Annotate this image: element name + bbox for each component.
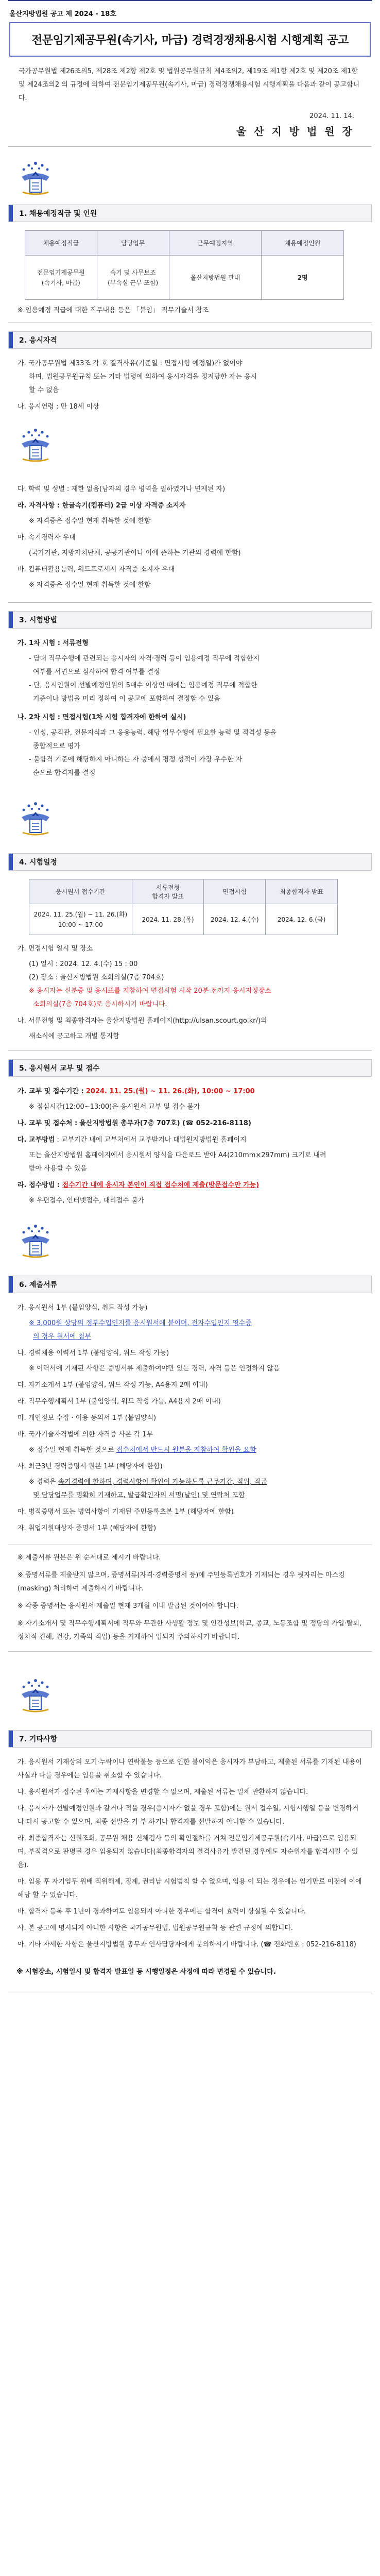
application-item: 라. 접수방법 : 접수기간 내에 응시자 본인이 직접 접수처에 제출(방문접수만 가능) (18, 1181, 260, 1189)
table-cell: 2024. 12. 6.(금) (266, 904, 338, 935)
court-emblem-icon (16, 801, 55, 838)
document-item: 자. 취업지원대상자 증명서 1부 (해당자에 한함) (18, 1524, 157, 1532)
intro-text: 국가공무원법 제26조의5, 제28조 제2항 제2호 및 법원공무원규칙 제4조의2, 제19조 제1항 제2호 및 제20조 제1항 및 제24조의2 의 규정에 의하여 전문임기제공무원(속기사, 마급) 경력경쟁채용시험 시행계획을 다음과 같이 공고합니다. (19, 67, 360, 102)
document-item: 라. 직무수행계획서 1부 (붙임양식, 워드 작성 가능, A4용지 2매 이내) (18, 1398, 221, 1405)
section-divider (8, 1651, 372, 1652)
application-note: ※ 우편접수, 인터넷접수, 대리접수 불가 (29, 1197, 145, 1205)
heading-bar (9, 612, 13, 628)
qualification-item: 할 수 없음 (29, 386, 59, 394)
misc-item: 가. 응시원서 기재상의 오기·누락이나 연락불능 등으로 인한 불이익은 응시자가 부담하고, 제출된 서류를 기재된 내용이 사실과 다를 경우에는 임용을 취소할 수 있습니다. (18, 1758, 362, 1780)
table-cell: 2024. 11. 28.(목) (132, 904, 204, 935)
document-item: 나. 경력채용 이력서 1부 (붙임양식, 워드 작성 가능) (18, 1349, 169, 1357)
qualification-item: 마. 속기경력자 우대 (18, 534, 76, 541)
table-header: 최종합격자 발표 (266, 879, 338, 904)
court-logo-block (0, 1218, 380, 1276)
court-emblem-icon (16, 1223, 55, 1260)
notice-title: 전문임기제공무원(속기사, 마급) 경력경쟁채용시험 시행계획 공고 (9, 22, 371, 57)
document-item: 바. 국가기술자격법에 의한 자격증 사본 각 1부 (18, 1431, 153, 1438)
heading-bar (9, 854, 13, 870)
document-note: ※ 접수일 현재 취득한 것으로 접수처에서 반드시 원본을 지참하여 확인을 요함 (29, 1446, 256, 1454)
misc-item: 다. 응시자가 선발예정인원과 같거나 적을 경우(응시자가 없을 경우 포함)에는 원서 접수일, 시험시행일 등을 변경하거나 다시 공고할 수 있으며, 최종 선발을 거 부 하거나 합격자를 선발하지 아니할 수 있습니다. (18, 1805, 359, 1826)
qualification-item: 나. 응시연령 : 만 18세 이상 (18, 403, 99, 411)
application-item: 나. 교부 및 접수처 : 울산지방법원 총무과(7층 707호) (☎ 052-216-8118) (18, 1120, 251, 1127)
document-footnote: ※ 증명서류를 제출받지 않으며, 증명서류(자격·경력증명서 등)에 주민등록번호가 기재되는 경우 뒷자리는 마스킹(masking) 처리하여 제출하시기 바랍니다. (18, 1571, 345, 1592)
document-note: ※ 이력서에 기재된 사항은 증빙서류 제출하여야만 있는 경력, 자격 등은 인정하지 않음 (29, 1365, 280, 1372)
court-emblem-icon (16, 160, 55, 197)
schedule-item: 새소식에 공고하고 개별 통지함 (29, 1032, 119, 1040)
document-note: 및 담당업무를 명확히 기재하고, 발급확인자의 서명(날인) 및 연락처 포함 (33, 1492, 245, 1499)
misc-item: 마. 임용 후 자기임무 위배 직위해제, 징계, 권리남 시험범칙 할 수 없으며, 임용 이 되는 경우에는 임기만료 이전에 이에 해당 할 수 있습니다. (18, 1878, 362, 1899)
exam-item: 나. 2차 시험 : 면접시험(1차 시험 합격자에 한하여 실시) (18, 714, 186, 721)
qualification-note: ※ 자격증은 접수일 현재 취득한 것에 한함 (29, 581, 151, 589)
exam-item: - 불합격 기준에 해당하지 아니하는 자 중에서 평정 성적이 가장 우수한 자 (29, 756, 243, 764)
application-item: 가. 교부 및 접수기간 : 2024. 11. 25.(월) ~ 11. 26.(화), 10:00 ~ 17:00 (18, 1088, 255, 1095)
header-divider (8, 146, 372, 147)
notice-date: 2024. 11. 14. (309, 112, 354, 120)
exam-item: 기준이나 방법을 미리 정하여 이 공고에 포함하여 결정할 수 있음 (33, 695, 220, 703)
misc-item: 나. 응시원서가 접수된 후에는 기재사항을 변경할 수 없으며, 제출된 서류는 일체 반환하지 않습니다. (18, 1788, 308, 1796)
application-note: ※ 점심시간(12:00~13:00)은 응시원서 교부 및 접수 불가 (29, 1103, 200, 1111)
document-note: ※ 3,000원 상당의 정부수입인지를 응시원서에 붙이며, 전자수입인지 영수증 (29, 1319, 252, 1327)
application-item: 다. 교부방법 : 교부기간 내에 교부처에서 교부받거나 대법원지방법원 홈페이지 (18, 1136, 247, 1144)
court-logo-block (0, 155, 380, 205)
exam-item: 종합적으로 평가 (33, 742, 81, 750)
heading-bar (9, 1276, 13, 1293)
qualification-item: 라. 자격사항 : 한글속기(컴퓨터) 2급 이상 자격증 소지자 (18, 502, 186, 510)
heading-bar (9, 332, 13, 348)
document-footnote: ※ 제출서류 원본은 위 순서대로 제시기 바랍니다. (18, 1554, 161, 1562)
exam-item: - 담대 직무수행에 관련되는 응시자의 자격·경력 등이 임용예정 직무에 적합한지 (29, 655, 260, 663)
qualification-item: (국가기관, 지방자치단체, 공공기관이나 이에 준하는 기관의 경력에 한함) (29, 549, 241, 557)
section-5-heading: 5. 응시원서 교부 및 접수 (8, 1059, 372, 1077)
document-item: 다. 자기소개서 1부 (붙임양식, 워드 작성 가능, A4용지 2매 이내) (18, 1381, 208, 1389)
schedule-item: 나. 서류전형 및 최종합격자는 울산지방법원 홈페이지(http://ulsan.scourt.go.kr/)의 (18, 1017, 267, 1025)
section-6-heading: 6. 제출서류 (8, 1276, 372, 1293)
document-item: 아. 병적증명서 또는 병역사항이 기재된 주민등록초본 1부 (해당자에 한함) (18, 1508, 234, 1516)
table-header: 서류전형 합격자 발표 (132, 879, 204, 904)
table-header: 담당업무 (97, 231, 169, 256)
table-header: 근무예정지역 (169, 231, 262, 256)
application-item: 받아 사용할 수 있음 (29, 1165, 87, 1173)
section-4-heading: 4. 시험일정 (8, 853, 372, 871)
recruitment-table (25, 230, 344, 300)
qualification-item: 가. 국가공무원법 제33조 각 호 결격사유(기준일 : 면접시험 예정일)가 없어야 (18, 360, 243, 367)
section-7-heading: 7. 기타사항 (8, 1730, 372, 1748)
document-footnote: ※ 자기소개서 및 직무수행계획서에 직무와 무관한 사생활 정보 및 인간성보(학교, 종교, 노동조합 및 정당의 가입·탈퇴, 정치적 견해, 건강, 가족의 직업) 등을 기재하여 입되지 주의하시기 바랍니다. (18, 1620, 362, 1641)
court-logo-block (0, 422, 380, 480)
table-cell: 2024. 12. 4.(수) (204, 904, 266, 935)
top-divider (8, 0, 372, 1)
qualification-item: 하며, 법원공무원규칙 또는 기타 법령에 의하여 응시자격을 정지당한 자는 응시 (29, 373, 257, 381)
table-header: 면접시험 (204, 879, 266, 904)
notice-number: 울산지방법원 공고 제 2024 - 18호 (9, 10, 116, 18)
table-cell: 전문임기제공무원 (속기사, 마급) (25, 256, 97, 300)
exam-item: 가. 1차 시험 : 서류전형 (18, 639, 89, 647)
misc-item: 바. 합격자 등록 후 1년이 경과하여도 임용되지 아니한 경우에는 합격이 효력이 상실될 수 있습니다. (18, 1908, 306, 1916)
final-notice: ※ 시험장소, 시험일시 및 합격자 발표일 등 시행일정은 사정에 따라 변경될 수 있습니다. (16, 1968, 276, 1976)
exam-item: - 단, 응시인원이 선발예정인원의 5배수 이상인 때에는 임용예정 직무에 적합한 (29, 682, 257, 689)
document-item: 사. 최근3년 경력증명서 원본 1부 (해당자에 한함) (18, 1463, 163, 1470)
section-3-heading: 3. 시험방법 (8, 611, 372, 629)
heading-bar (9, 1060, 13, 1076)
section-1-note: ※ 임용예정 직급에 대한 직무내용 등은 「붙임」 직무기술서 참조 (18, 307, 209, 314)
misc-item: 아. 기타 자세한 사항은 울산지방법원 총무과 인사담당자에게 문의하시기 바랍니다. (☎ 전화번호 : 052-216-8118) (18, 1941, 356, 1948)
application-item: 또는 울산지방법원 홈페이지에서 응시원서 양식을 다운로드 받아 A4(210mm×297mm) 크기로 내려 (29, 1151, 326, 1159)
document-item: 마. 개인정보 수집 · 이용 동의서 1부 (붙임양식) (18, 1414, 157, 1422)
qualification-item: 다. 학력 및 성별 : 제한 없음(남자의 경우 병역을 필하였거나 면제된 자) (18, 485, 226, 493)
court-emblem-icon (16, 1677, 55, 1715)
qualification-note: ※ 자격증은 접수일 현재 취득한 것에 한함 (29, 517, 151, 525)
table-header: 채용예정직급 (25, 231, 97, 256)
heading-bar (9, 205, 13, 222)
section-2-heading: 2. 응시자격 (8, 331, 372, 349)
schedule-item: (1) 일시 : 2024. 12. 4.(수) 15 : 00 (29, 960, 138, 968)
table-cell: 2024. 11. 25.(월) ~ 11. 26.(화) 10:00 ~ 17:00 (29, 904, 132, 935)
exam-item: 순으로 합격자를 결정 (33, 769, 96, 777)
schedule-item: 가. 면접시험 일시 및 장소 (18, 945, 93, 953)
signer: 울 산 지 방 법 원 장 (236, 125, 354, 138)
court-logo-block (0, 1672, 380, 1730)
document-item: 가. 응시원서 1부 (붙임양식, 취드 작성 가능) (18, 1304, 148, 1312)
misc-item: 라. 최종합격자는 신원조회, 공무원 채용 신체검사 등의 확인절차를 거쳐 전문임기제공무원(속기사, 마급)으로 임용되며, 부적격으로 판명된 경우 임용되지 않습니다(최종합격자의 결격사유가 발견된 경우에도 자순위자를 합격시킬 수 있음). (18, 1835, 358, 1869)
court-logo-block (0, 795, 380, 853)
exam-item: 여부를 서면으로 심사하여 합격 여부를 결정 (33, 668, 160, 676)
table-cell: 울산지방법원 관내 (169, 256, 262, 300)
court-emblem-icon (16, 427, 55, 464)
misc-item: 사. 본 공고에 명시되지 아니한 사항은 국가공무원법, 법원공무원규칙 등 관련 규정에 의합니다. (18, 1924, 293, 1932)
table-cell: 속기 및 사무보조 (부속실 근무 포함) (97, 256, 169, 300)
document-footnote: ※ 각종 증명서는 응시원서 제출일 현재 3개월 이내 발급된 것이어야 합니다. (18, 1602, 238, 1610)
table-header: 응시원서 접수기간 (29, 879, 132, 904)
table-cell: 2명 (262, 256, 344, 300)
heading-bar (9, 1731, 13, 1747)
exam-item: - 인성, 공직관, 전문지식과 그 응용능력, 해당 업무수행에 필요한 능력 및 적격성 등을 (29, 729, 277, 737)
document-note: 의 경우 원서에 첨부 (33, 1333, 91, 1341)
schedule-table (29, 879, 338, 935)
schedule-note: ※ 응시자는 신분증 및 응시표를 지참하여 면접시험 시작 20분 전까지 응시지정장소 (29, 987, 271, 995)
document-note: ※ 경력은 속기경력에 한하며, 경력사항이 확인이 가능하도록 근무기간, 직위, 직급 (29, 1478, 267, 1486)
qualification-item: 바. 컴퓨터활용능력, 워드프로세서 자격증 소지자 우대 (18, 566, 175, 573)
section-1-heading: 1. 채용예정직급 및 인원 (8, 205, 372, 222)
schedule-item: (2) 장소 : 울산지방법원 소회의실(7층 704호) (29, 974, 164, 981)
schedule-note: 소회의실(7층 704호)로 응시하시기 바랍니다. (33, 1001, 167, 1008)
table-header: 채용예정인원 (262, 231, 344, 256)
